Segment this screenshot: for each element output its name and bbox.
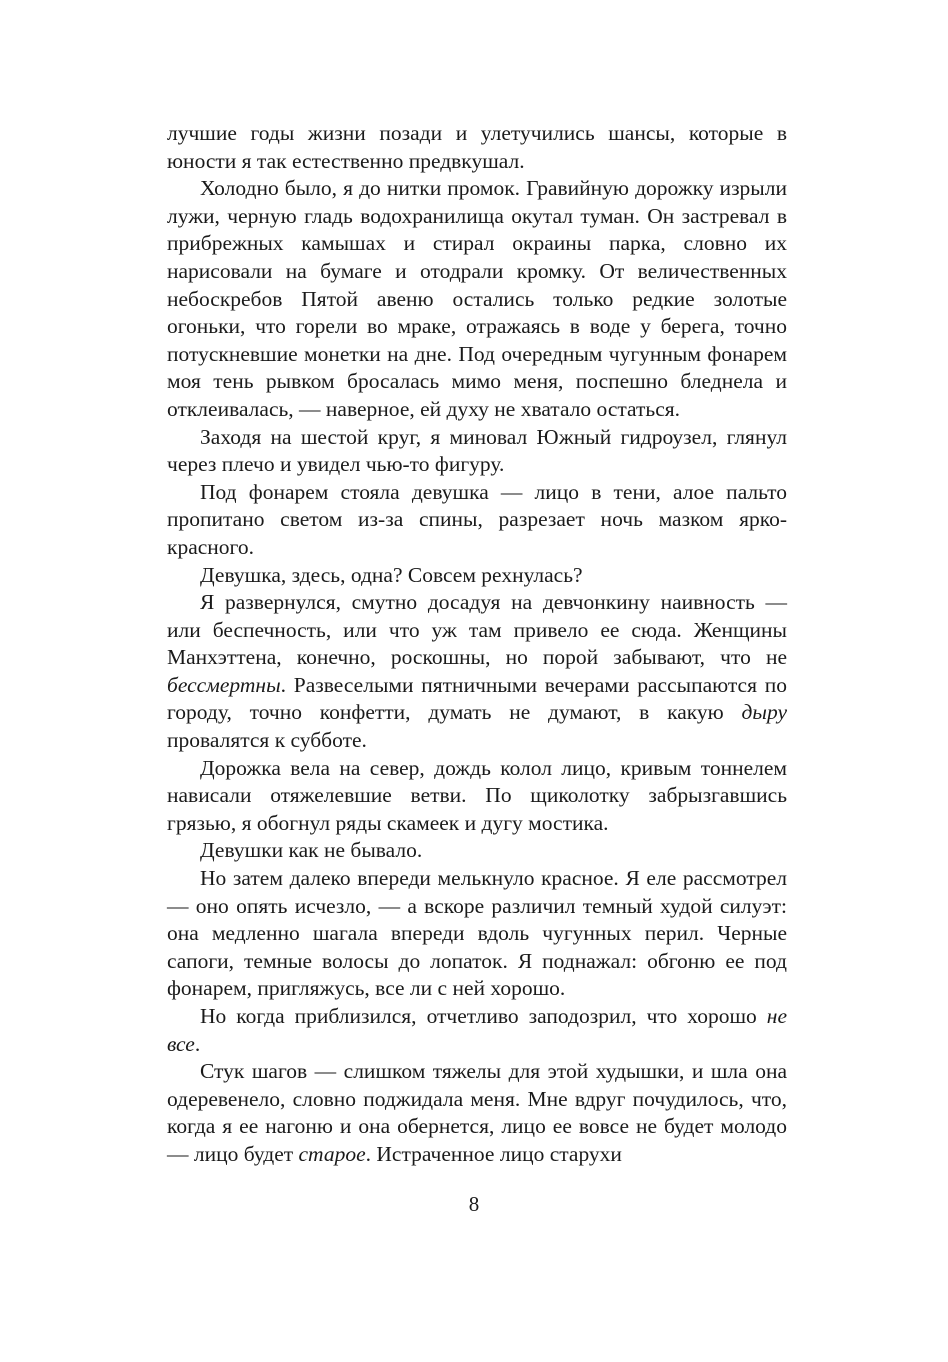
text-run: Заходя на шестой круг, я миновал Южный гидроузел, глянул через плечо и увидел чью-то фигуру. bbox=[167, 424, 787, 477]
text-run: Девушки как не бывало. bbox=[200, 838, 423, 863]
text-run: Дорожка вела на север, дождь колол лицо, кривым тоннелем нависали отяжелевшие ветви. По щиколотку забрызгавшись грязью, я обогнул ряды скамеек и дугу мостика. bbox=[167, 755, 787, 835]
paragraph bbox=[167, 562, 787, 590]
paragraph bbox=[167, 1003, 787, 1058]
paragraph bbox=[167, 1058, 787, 1168]
text-run: лучшие годы жизни позади и улетучились шансы, которые в юности я так естественно предвкушал. bbox=[167, 121, 787, 173]
text-run: . bbox=[194, 1031, 201, 1056]
italic-text-run: бессмертны bbox=[167, 672, 281, 697]
text-run: Я развернулся, смутно досадуя на девчонкину наивность — или беспечность, или что уж там привело ее сюда. Женщины Манхэттена, конечно, роскошны, но порой забывают, что не bbox=[167, 590, 787, 670]
italic-text-run: дыру bbox=[741, 700, 787, 725]
text-run: . Развеселыми пятничными вечерами рассыпаются по городу, точно конфетти, думать не думают, в какую bbox=[167, 672, 787, 725]
paragraph bbox=[167, 837, 787, 865]
text-run: Холодно было, я до нитки промок. Гравийную дорожку изрыли лужи, черную гладь водохранилища окутал туман. Он застревал в прибрежных камышах и стирал окраины парка, словно их нарисовали на бумаге и отодрали кромку. От величественных небоскребов Пятой авеню остались только редкие золотые огоньки, что горели во мраке, отражаясь в воде у берега, точно потускневшие монетки на дне. Под очередным чугунным фонарем моя тень рывком бросалась мимо меня, поспешно бледнела и отклеивалась, — наверное, ей духу не хватало остаться. bbox=[167, 176, 787, 421]
text-run: провалятся к субботе. bbox=[167, 728, 367, 753]
italic-text-run: не все bbox=[167, 1004, 787, 1056]
text-run: Но затем далеко впереди мелькнуло красное. Я еле рассмотрел — оно опять исчезло, — а вскоре различил темный худой силуэт: она медленно шагала впереди вдоль чугунных перил. Черные сапоги, темные волосы до лопаток. Я поднажал: обгоню ее под фонарем, пригляжусь, все ли с ней хорошо. bbox=[167, 866, 787, 1001]
paragraph bbox=[167, 755, 787, 838]
paragraph bbox=[167, 120, 787, 175]
text-run: Стук шагов — слишком тяжелы для этой худышки, и шла она одеревенело, словно поджидала меня. Мне вдруг почудилось, что, когда я ее нагоню и она обернется, лицо ее вовсе не будет молодо — лицо будет bbox=[167, 1059, 787, 1166]
text-run: Но когда приблизился, отчетливо заподозрил, что хорошо bbox=[200, 1004, 767, 1028]
paragraph bbox=[167, 865, 787, 1003]
italic-text-run: старое bbox=[298, 1141, 366, 1166]
text-run: . Истраченное лицо старухи bbox=[365, 1141, 622, 1166]
paragraph bbox=[167, 424, 787, 479]
text-run: Под фонарем стояла девушка — лицо в тени, алое пальто пропитано светом из-за спины, разрезает ночь мазком ярко-красного. bbox=[167, 479, 787, 559]
paragraph bbox=[167, 589, 787, 755]
paragraph bbox=[167, 479, 787, 562]
text-run: Девушка, здесь, одна? Совсем рехнулась? bbox=[200, 562, 583, 587]
page-number: 8 bbox=[468, 1192, 480, 1216]
body-text bbox=[167, 120, 787, 1169]
paragraph bbox=[167, 175, 787, 423]
